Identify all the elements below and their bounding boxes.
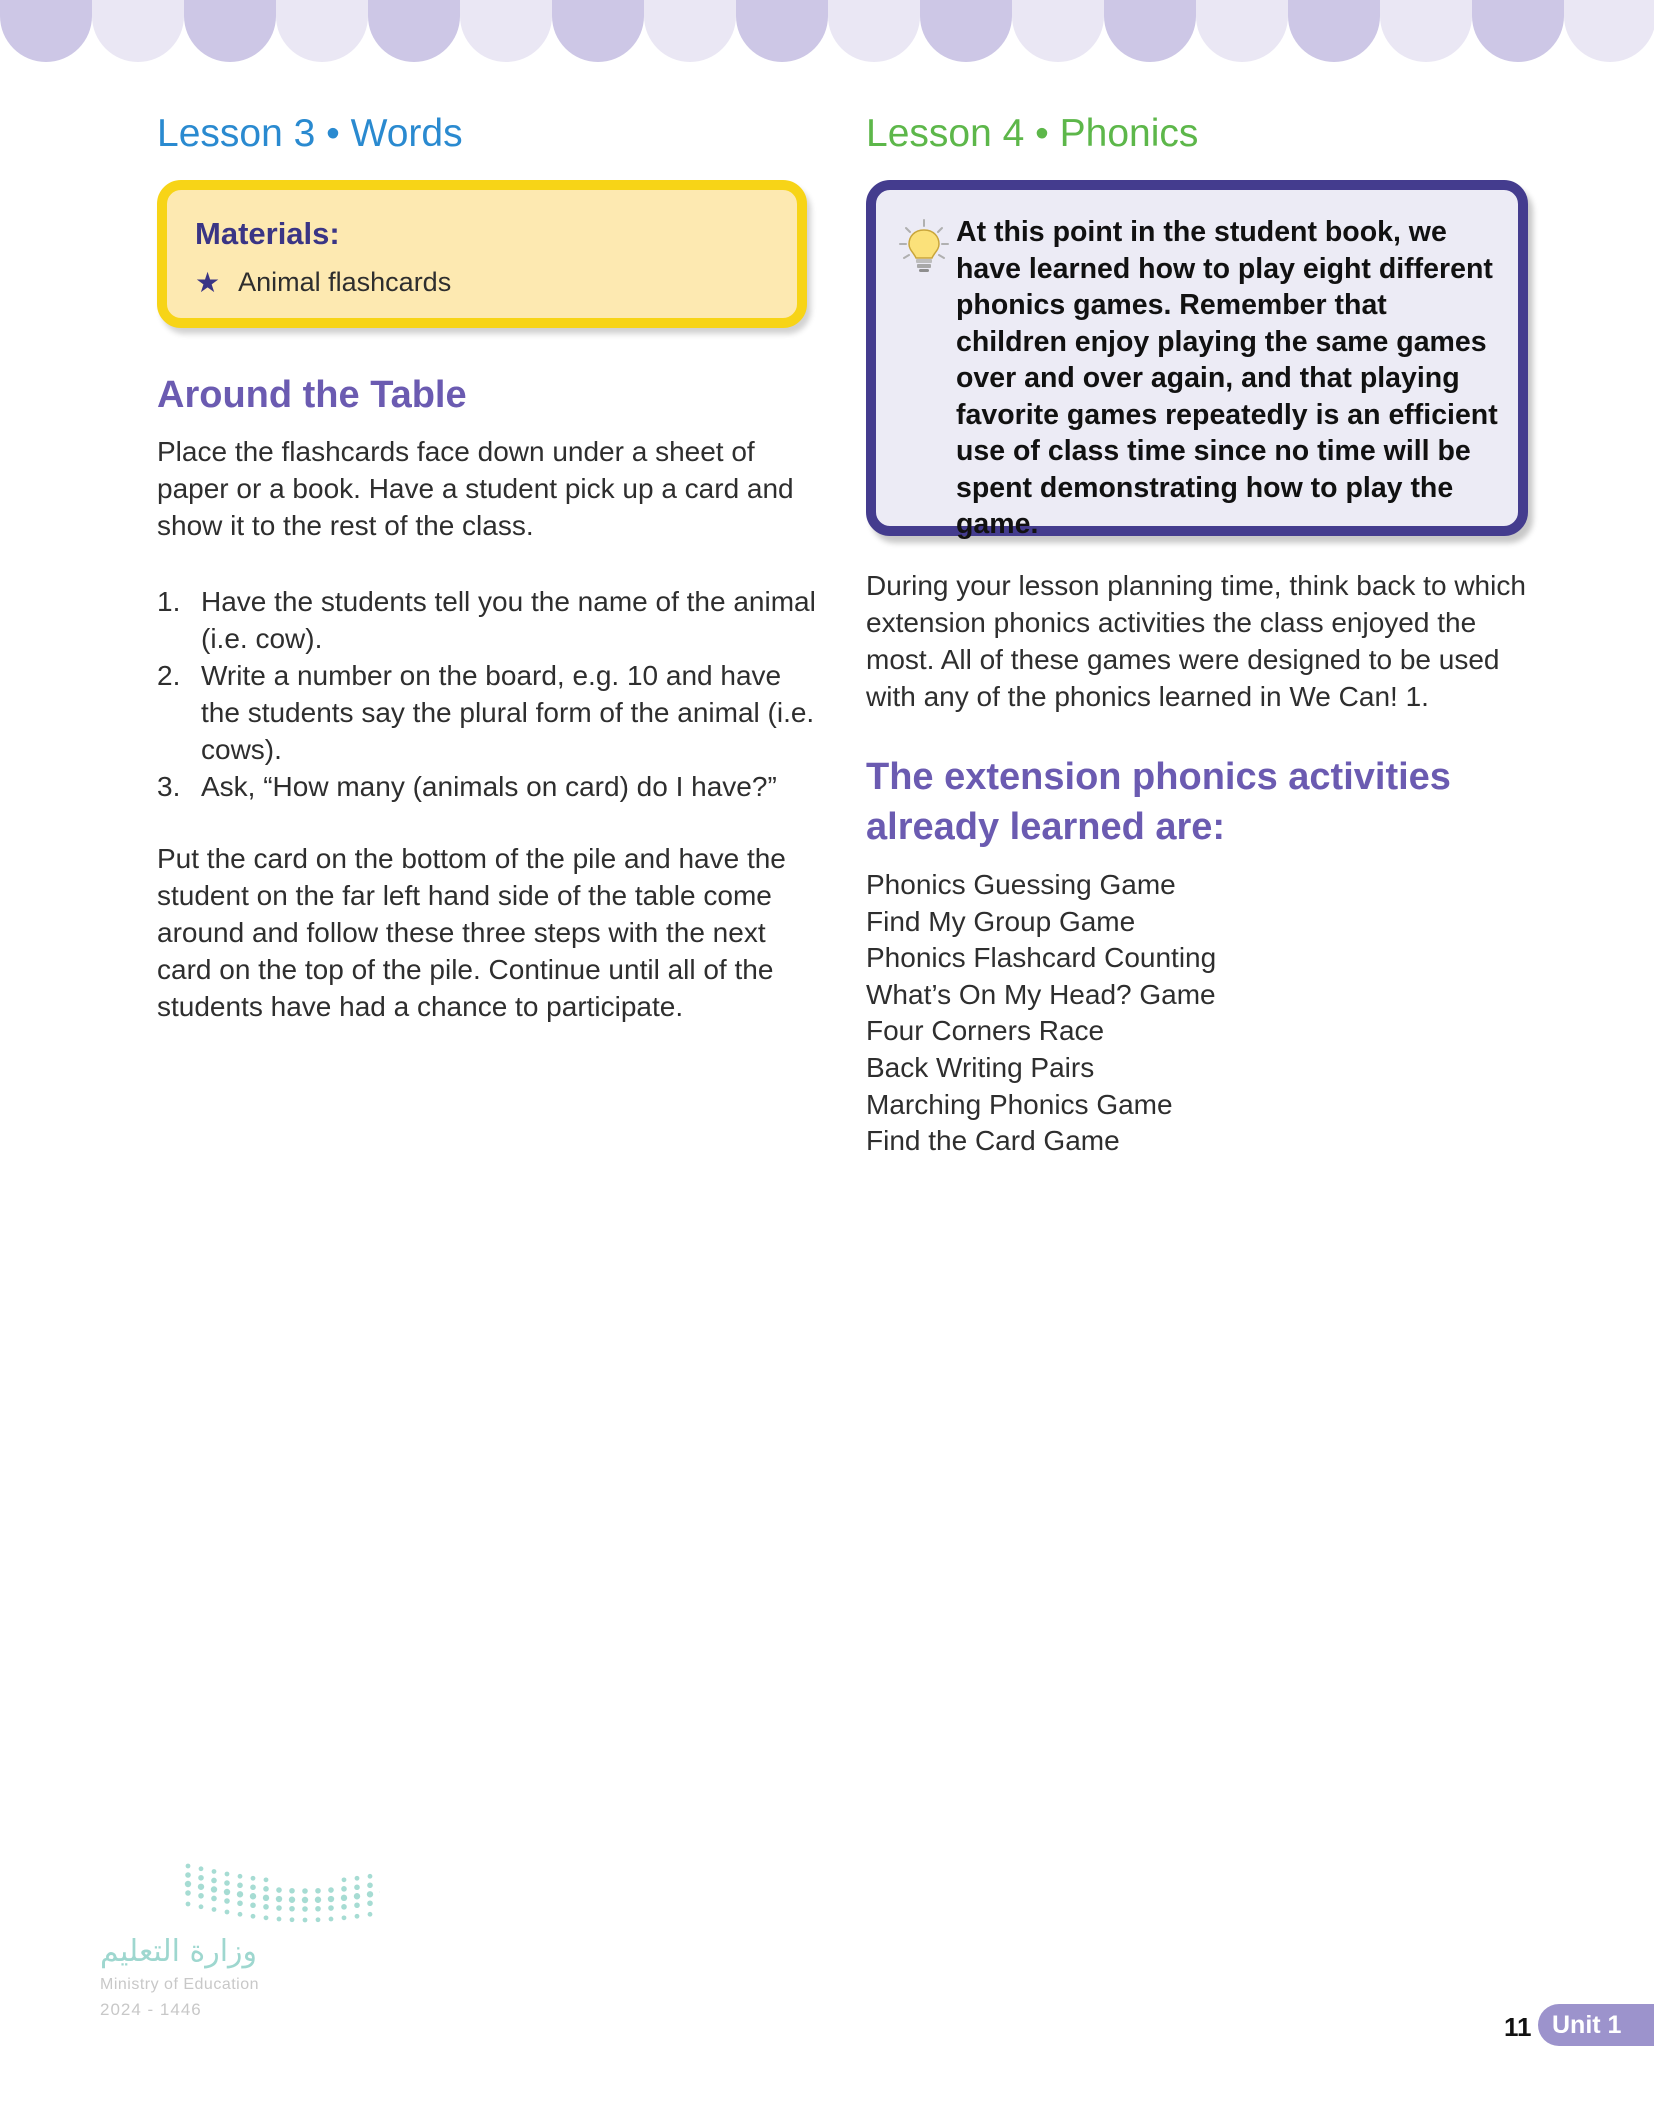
activity-heading: Around the Table — [157, 374, 467, 416]
scallop-shape — [0, 0, 92, 62]
logo-dot — [211, 1896, 217, 1902]
logo-dot — [367, 1900, 373, 1906]
logo-dot — [368, 1912, 373, 1917]
logo-dot — [276, 1896, 282, 1902]
logo-dot — [342, 1877, 347, 1882]
activity-item: What’s On My Head? Game — [866, 978, 1216, 1010]
activity-item: Find the Card Game — [866, 1125, 1120, 1157]
logo-dot — [186, 1864, 191, 1869]
logo-dot — [199, 1904, 204, 1909]
logo-dot — [198, 1884, 204, 1890]
logo-dot — [355, 1914, 360, 1919]
materials-box — [157, 180, 807, 328]
logo-dot — [316, 1917, 321, 1922]
scallop-shape — [552, 0, 644, 62]
logo-dot — [263, 1886, 269, 1892]
step-text: Ask, “How many (animals on card) do I have?” — [201, 771, 777, 802]
activity-intro: Place the flashcards face down under a sheet of paper or a book. Have a student pick up a card and show it to the rest of the class. — [157, 436, 794, 541]
logo-dot — [250, 1884, 256, 1890]
logo-dot — [367, 1882, 373, 1888]
logo-dot — [198, 1875, 204, 1881]
logo-dot — [354, 1884, 360, 1890]
lesson-3-title: Lesson 3 • Words — [157, 112, 463, 155]
logo-dot — [238, 1874, 243, 1879]
activity-item: Back Writing Pairs — [866, 1051, 1095, 1083]
logo-dot — [315, 1897, 321, 1903]
materials-heading: Materials: — [195, 216, 340, 251]
logo-dot — [289, 1897, 295, 1903]
activity-item: Four Corners Race — [866, 1015, 1105, 1047]
logo-dot — [224, 1889, 230, 1895]
logo-dot — [315, 1888, 321, 1894]
activity-item: Marching Phonics Game — [866, 1088, 1173, 1120]
step-text: Write a number on the board, e.g. 10 and have the students say the plural form of the animal (i.e. cows). — [201, 660, 815, 765]
scallop-shape — [1104, 0, 1196, 62]
lightbulb-icon — [898, 218, 950, 274]
logo-dot — [224, 1898, 230, 1904]
scallop-shape — [1380, 0, 1472, 62]
materials-item — [195, 266, 769, 299]
activity-closing: Put the card on the bottom of the pile and have the student on the far left hand side of the table come around and follow these three steps with the next card on the top of the pile. Continue until all of the students have had a chance to participate. — [157, 843, 786, 1022]
logo-dot — [186, 1902, 191, 1907]
materials-item-label: Animal flashcards — [238, 267, 452, 297]
logo-dot — [355, 1876, 360, 1881]
step-number: 2. — [157, 660, 181, 691]
logo-dot — [341, 1886, 347, 1892]
logo-dot — [237, 1882, 243, 1888]
lesson-4-body: During your lesson planning time, think back to which extension phonics activities the class enjoyed the most. All of these games were designed to be used with any of the phonics learned in We Can! 1. — [866, 570, 1526, 712]
logo-dot — [198, 1893, 204, 1899]
page-number: 11 — [1504, 2012, 1532, 2042]
step-item — [157, 583, 817, 657]
logo-dot — [302, 1906, 308, 1912]
logo-dot — [289, 1888, 295, 1894]
logo-dot — [250, 1902, 256, 1908]
logo-english-text: Ministry of Education — [100, 1976, 260, 1993]
step-text: Have the students tell you the name of the animal (i.e. cow). — [201, 586, 816, 654]
steps-list — [157, 583, 817, 805]
logo-dot — [264, 1915, 269, 1920]
logo-dot — [289, 1906, 295, 1912]
step-number: 1. — [157, 586, 181, 617]
step-item — [157, 657, 817, 768]
activity-item: Phonics Flashcard Counting — [866, 942, 1217, 974]
logo-dot — [185, 1881, 191, 1887]
logo-dot — [342, 1915, 347, 1920]
logo-dot — [263, 1895, 269, 1901]
logo-dot — [276, 1887, 282, 1893]
logo-dot — [199, 1866, 204, 1871]
scallop-shape — [368, 0, 460, 62]
logo-dot — [341, 1904, 347, 1910]
logo-dot — [263, 1904, 269, 1910]
logo-dot — [302, 1888, 308, 1894]
logo-dot — [185, 1872, 191, 1878]
logo-dot — [212, 1907, 217, 1912]
scallop-shape — [828, 0, 920, 62]
unit-tab: Unit 1 — [1538, 2004, 1654, 2046]
logo-dot — [290, 1917, 295, 1922]
scallop-shape — [1472, 0, 1564, 62]
scallop-shape — [184, 0, 276, 62]
logo-dot — [224, 1880, 230, 1886]
logo-dot — [328, 1896, 334, 1902]
logo-dot — [303, 1918, 308, 1923]
activity-item: Find My Group Game — [866, 905, 1136, 937]
logo-dot — [354, 1902, 360, 1908]
scallop-shape — [460, 0, 552, 62]
logo-dot — [212, 1869, 217, 1874]
scallop-shape — [1012, 0, 1104, 62]
lesson-4-title: Lesson 4 • Phonics — [866, 112, 1199, 155]
activity-item: Phonics Guessing Game — [866, 869, 1176, 900]
logo-dot — [225, 1872, 230, 1877]
scallop-shape — [1564, 0, 1654, 62]
logo-dot — [185, 1890, 191, 1896]
logo-dot — [211, 1878, 217, 1884]
tip-text: At this point in the student book, we have learned how to play eight different phonics games. Remember that children enjoy playing the same games over and over again, and that playing favorite games repeatedly is an efficient use of class time since no time will be spent demonstrating how to play the game. — [956, 216, 1498, 540]
scallop-border — [0, 0, 1654, 70]
step-number: 3. — [157, 771, 181, 802]
logo-dot — [237, 1900, 243, 1906]
logo-dot — [225, 1910, 230, 1915]
tip-box — [866, 180, 1528, 540]
activities-list — [866, 867, 1216, 1160]
star-icon: ★ — [195, 267, 221, 298]
logo-dot — [341, 1895, 347, 1901]
logo-dot — [251, 1914, 256, 1919]
scallop-shape — [1196, 0, 1288, 62]
logo-arabic-text: وزارة التعليم — [100, 1934, 258, 1969]
logo-dot — [276, 1905, 282, 1911]
scallop-shape — [736, 0, 828, 62]
logo-dot — [368, 1874, 373, 1879]
scallop-shape — [920, 0, 1012, 62]
scallop-shape — [1288, 0, 1380, 62]
logo-dot — [277, 1917, 282, 1922]
activities-heading: The extension phonics activities already learned are: — [866, 756, 1451, 848]
logo-dot — [302, 1897, 308, 1903]
logo-dot — [237, 1891, 243, 1897]
step-item — [157, 768, 817, 805]
logo-dot — [315, 1906, 321, 1912]
logo-dot — [211, 1886, 217, 1892]
logo-dot — [329, 1917, 334, 1922]
scallop-shape — [644, 0, 736, 62]
logo-dot — [367, 1891, 373, 1897]
logo-dot — [264, 1877, 269, 1882]
scallop-shape — [276, 0, 368, 62]
logo-year-text: 2024 - 1446 — [100, 2000, 202, 2019]
logo-dot — [354, 1893, 360, 1899]
scallop-shape — [92, 0, 184, 62]
logo-dot — [238, 1912, 243, 1917]
logo-dot — [328, 1887, 334, 1893]
logo-dot — [250, 1893, 256, 1899]
logo-dot — [251, 1876, 256, 1881]
logo-dot — [328, 1905, 334, 1911]
